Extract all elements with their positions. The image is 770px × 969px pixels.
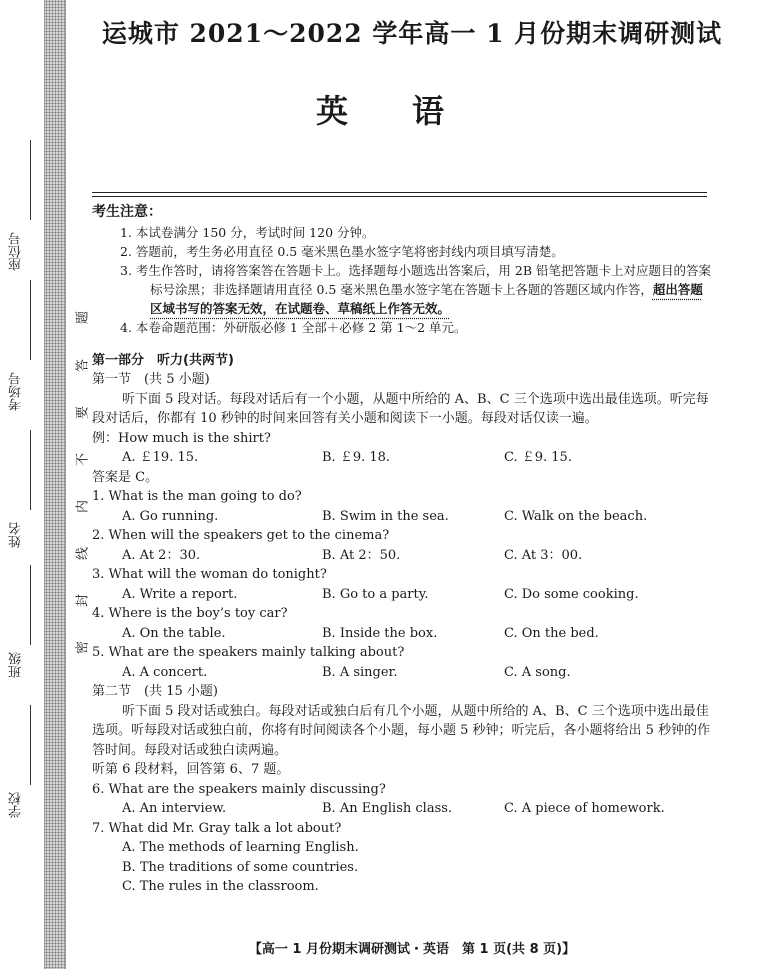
question: 7. What did Mr. Gray talk a lot about? bbox=[92, 820, 342, 836]
part-heading: 第一部分 听力(共两节) bbox=[92, 352, 234, 368]
name-line bbox=[30, 430, 31, 510]
section-instructions: 听下面 5 段对话或独白。每段对话或独白后有几个小题，从题中所给的 A、B、C 三个选项中选出最佳选项。听每段对话或独白前，你将有时间阅读各个小题，每小题 5 秒钟；听完后，各小题将给出 5 秒钟的作答时间。每段对话或独白读两遍。 bbox=[92, 703, 711, 758]
subject-title: 英语 bbox=[315, 92, 508, 130]
header-rule bbox=[92, 196, 707, 197]
notice-heading: 考生注意： bbox=[92, 204, 162, 220]
option: C. At 3：00. bbox=[504, 547, 583, 563]
notice-item: 4. 本卷命题范围：外研版必修 1 全部＋必修 2 第 1～2 单元。 bbox=[120, 319, 467, 335]
seal-char: 题 bbox=[75, 311, 91, 325]
question-options bbox=[92, 624, 712, 644]
option: C. A piece of homework. bbox=[504, 801, 665, 816]
question-options bbox=[92, 585, 712, 605]
school-line bbox=[30, 705, 31, 785]
option: A. Go running. bbox=[122, 508, 219, 524]
option: C. On the bed. bbox=[504, 625, 599, 641]
option: A. Write a report. bbox=[122, 586, 238, 602]
notice-item: 2. 答题前，考生务必用直径 0.5 毫米黑色墨水签字笔将密封线内项目填写清楚。 bbox=[120, 243, 564, 259]
seal-char: 要 bbox=[75, 406, 91, 420]
seal-char: 线 bbox=[75, 547, 91, 561]
option: C. Do some cooking. bbox=[504, 586, 639, 602]
option: B. An English class. bbox=[322, 801, 453, 816]
question-options bbox=[92, 799, 712, 819]
exam-content bbox=[92, 203, 712, 897]
notice-item: 1. 本试卷满分 150 分，考试时间 120 分钟。 bbox=[120, 224, 375, 240]
seal-char: 封 bbox=[75, 594, 91, 608]
example-answer: 答案是 C。 bbox=[92, 469, 159, 485]
seat-number-label: 座位号 bbox=[9, 232, 24, 271]
option: A. At 2：30. bbox=[122, 547, 201, 563]
option: B. ￡9. 18. bbox=[322, 450, 391, 465]
notice-item bbox=[120, 261, 712, 318]
example-options bbox=[92, 448, 712, 468]
question: 2. When will the speakers get to the cinema? bbox=[92, 528, 390, 543]
notice-item-text: 3. 考生作答时，请将答案答在答题卡上。选择题每小题选出答案后，用 2B 铅笔把答题卡上对应题目的答案标号涂黑；非选择题请用直径 0.5 毫米黑色墨水签字笔在答题卡上各题的答题区域内作答， bbox=[120, 262, 711, 297]
question-options bbox=[92, 507, 712, 527]
option: B. The traditions of some countries. bbox=[122, 859, 359, 875]
class-line bbox=[30, 565, 31, 645]
option: C. A song. bbox=[504, 664, 571, 680]
class-label: 班级 bbox=[9, 652, 24, 678]
page-footer: 【高一 1 月份期末调研测试・英语 第 1 页(共 8 页)】 bbox=[248, 942, 576, 957]
option: C. The rules in the classroom. bbox=[122, 879, 319, 894]
option: A. ￡19. 15. bbox=[122, 450, 199, 465]
exam-room-line bbox=[30, 280, 31, 360]
exam-room-label: 考场号 bbox=[9, 372, 24, 411]
header-rule bbox=[92, 192, 707, 193]
question: 4. Where is the boy’s toy car? bbox=[92, 606, 288, 621]
name-label: 姓名 bbox=[9, 522, 24, 548]
school-label: 学校 bbox=[9, 792, 24, 818]
option: A. On the table. bbox=[122, 625, 226, 641]
option: A. A concert. bbox=[122, 664, 208, 680]
section-instructions: 听下面 5 段对话。每段对话后有一个小题，从题中所给的 A、B、C 三个选项中选出最佳选项。听完每段对话后，你都有 10 秒钟的时间来回答有关小题和阅读下一小题。每段对话仅读一遍。 bbox=[92, 391, 709, 426]
seat-number-line bbox=[30, 140, 31, 220]
section-heading: 第二节 (共 15 小题) bbox=[92, 684, 218, 699]
section-heading: 第一节 (共 5 小题) bbox=[92, 372, 210, 387]
option: A. The methods of learning English. bbox=[122, 840, 359, 855]
option: C. ￡9. 15. bbox=[504, 450, 572, 465]
question-options bbox=[92, 663, 712, 683]
option: B. Go to a party. bbox=[322, 586, 429, 602]
question: 3. What will the woman do tonight? bbox=[92, 567, 327, 582]
seal-char: 不 bbox=[75, 453, 91, 467]
option: B. Swim in the sea. bbox=[322, 508, 449, 524]
exam-title: 运城市 2021～2022 学年高一 1 月份期末调研测试 bbox=[101, 19, 723, 48]
example-question: 例：How much is the shirt? bbox=[92, 430, 271, 446]
binding-strip bbox=[44, 0, 66, 969]
option: A. An interview. bbox=[122, 801, 227, 816]
option: B. Inside the box. bbox=[322, 625, 438, 641]
option: B. A singer. bbox=[322, 664, 398, 680]
option: B. At 2：50. bbox=[322, 547, 401, 563]
option: C. Walk on the beach. bbox=[504, 508, 648, 524]
notice-emphasis: 超出答题区域书写的答案无效，在试题卷、草稿纸上作答无效。 bbox=[150, 281, 703, 316]
question: 1. What is the man going to do? bbox=[92, 489, 302, 504]
material-instruction: 听第 6 段材料，回答第 6、7 题。 bbox=[92, 762, 290, 777]
question: 6. What are the speakers mainly discussing? bbox=[92, 781, 386, 797]
seal-char: 答 bbox=[75, 359, 91, 373]
question-options bbox=[92, 546, 712, 566]
seal-char: 密 bbox=[75, 641, 91, 655]
question: 5. What are the speakers mainly talking about? bbox=[92, 645, 405, 660]
seal-char: 内 bbox=[75, 500, 91, 514]
